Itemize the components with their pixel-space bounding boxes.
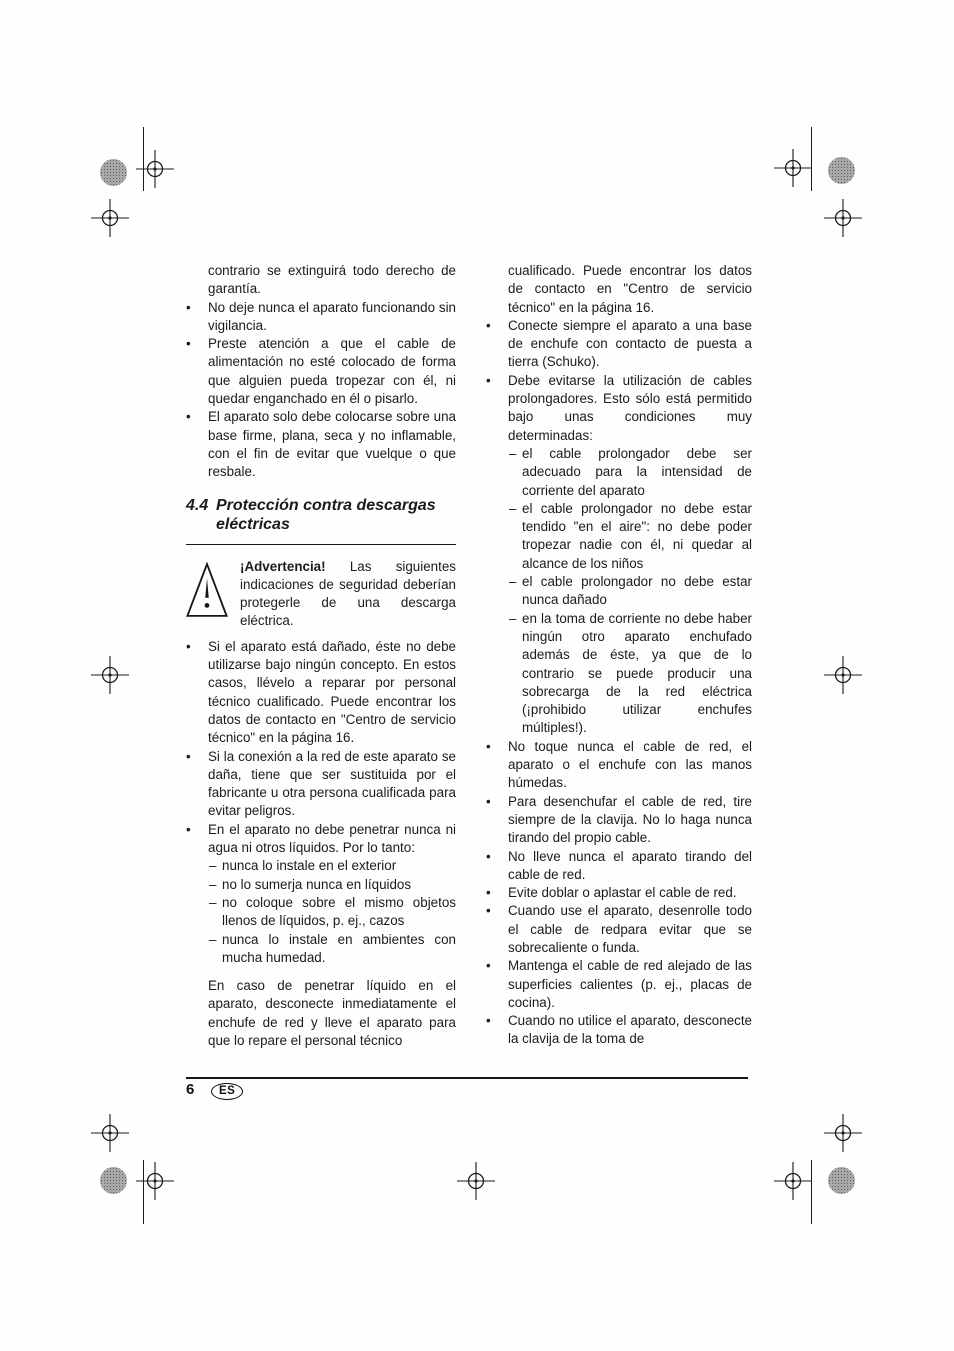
- registration-mark-icon: [824, 199, 862, 237]
- crop-line: [811, 127, 812, 191]
- bullet-text: Evite doblar o aplastar el cable de red.: [508, 885, 737, 901]
- bullet-item: [486, 372, 752, 445]
- paragraph-continuation: contrario se extinguirá todo derecho de garantía.: [208, 263, 456, 297]
- bullet-item: [486, 957, 752, 1012]
- registration-mark-icon: [824, 1114, 862, 1152]
- bullet-text: Si la conexión a la red de este aparato se daña, tiene que ser sustituida por el fabricante u otra persona cualificada para evitar peligros.: [208, 748, 456, 819]
- dash-marker: –: [209, 894, 217, 910]
- bullet-text: Preste atención a que el cable de alimentación no esté colocado de forma que alguien pueda tropezar con él, ni quedar enganchado en él o pisarlo.: [208, 336, 456, 407]
- registration-mark-icon: [91, 1114, 129, 1152]
- warning-triangle-icon: [186, 558, 230, 631]
- bullet-item: [486, 317, 752, 372]
- dash-item: [486, 573, 752, 610]
- dash-text: el cable prolongador no debe estar nunca dañado: [522, 574, 752, 608]
- section-number: 4.4: [186, 496, 209, 514]
- bullet-text: No toque nunca el cable de red, el aparato o el enchufe con las manos húmedas.: [508, 738, 752, 791]
- bullet-item: [486, 848, 752, 885]
- halftone-dot-icon: [828, 1167, 855, 1194]
- crop-line: [143, 127, 144, 191]
- crop-line: [143, 1160, 144, 1224]
- left-column: [186, 262, 456, 1050]
- bullet-marker: •: [186, 748, 191, 764]
- bullet-marker: •: [486, 372, 491, 388]
- registration-mark-icon: [774, 1162, 812, 1200]
- page-number: 6: [186, 1081, 195, 1098]
- bullet-marker: •: [486, 903, 491, 919]
- bullet-marker: •: [486, 1013, 491, 1029]
- bullet-item: [186, 748, 456, 821]
- dash-item: [486, 500, 752, 573]
- warning-label: ¡Advertencia!: [240, 558, 326, 574]
- bullet-text: Para desenchufar el cable de red, tire siempre de la clavija. No lo haga nunca tirando del propio cable.: [508, 793, 752, 846]
- bullet-text: No lleve nunca el aparato tirando del cable de red.: [508, 848, 752, 882]
- bullet-marker: •: [186, 821, 191, 837]
- bullet-item: [486, 902, 752, 957]
- registration-mark-icon: [91, 656, 129, 694]
- dash-item: [186, 894, 456, 931]
- halftone-dot-icon: [828, 157, 855, 184]
- dash-text: no lo sumerja nunca en líquidos: [222, 876, 412, 892]
- bullet-marker: •: [186, 336, 191, 352]
- bullet-marker: •: [486, 317, 491, 333]
- bullet-text: En el aparato no debe penetrar nunca ni agua ni otros líquidos. Por lo tanto:: [208, 821, 456, 856]
- dash-text: nunca lo instale en el exterior: [222, 858, 397, 874]
- crop-line: [811, 1160, 812, 1224]
- bullet-item: [486, 793, 752, 848]
- bullet-text: El aparato solo debe colocarse sobre una base firme, plana, seca y no inflamable, con el fin de evitar que vuelque o que resbale.: [208, 409, 456, 480]
- bullet-marker: •: [186, 409, 191, 425]
- dash-marker: –: [209, 876, 217, 892]
- dash-text: el cable prolongador no debe estar tendido "en el aire": no debe poder tropezar nadie con él, ni quedar al alcance de los niños: [522, 500, 752, 571]
- bullet-marker: •: [486, 885, 491, 901]
- registration-mark-icon: [136, 150, 174, 188]
- bullet-item: [486, 1012, 752, 1049]
- bullet-item: [186, 335, 456, 408]
- dash-marker: –: [509, 500, 517, 516]
- dash-marker: –: [209, 931, 217, 947]
- bullet-text: Conecte siempre el aparato a una base de enchufe con contacto de puesta a tierra (Schuko).: [508, 317, 752, 370]
- right-column: [486, 262, 752, 1049]
- bullet-text: Mantenga el cable de red alejado de las superficies calientes (p. ej., placas de cocina).: [508, 958, 752, 1010]
- dash-item: [486, 610, 752, 738]
- section-title: Protección contra descargas eléctricas: [216, 496, 436, 534]
- halftone-dot-icon: [100, 1167, 127, 1194]
- bullet-text: Cuando no utilice el aparato, desconecte la clavija de la toma de: [508, 1013, 752, 1047]
- bullet-item: [486, 884, 752, 902]
- bullet-text: No deje nunca el aparato funcionando sin vigilancia.: [208, 299, 456, 333]
- dash-text: el cable prolongador debe ser adecuado para la intensidad de corriente del aparato: [522, 445, 752, 498]
- bullet-marker: •: [486, 738, 491, 754]
- dash-text: no coloque sobre el mismo objetos llenos de líquidos, p. ej., cazos: [222, 894, 456, 929]
- warning-box: [186, 558, 456, 631]
- dash-item: [186, 857, 456, 875]
- dash-marker: –: [509, 610, 517, 626]
- bullet-item: [186, 408, 456, 481]
- bullet-marker: •: [486, 958, 491, 974]
- dash-text: nunca lo instale en ambientes con mucha humedad.: [222, 931, 456, 965]
- paragraph: En caso de penetrar líquido en el aparato, desconecte inmediatamente el enchufe de red y lleve el aparato para que lo repare el personal técnico: [208, 978, 456, 1048]
- dash-item: [486, 445, 752, 500]
- dash-marker: –: [509, 445, 517, 461]
- dash-text: en la toma de corriente no debe haber ningún otro aparato enchufado además de éste, ya que de lo contrario se puede producir una sobrecarga de la red eléctrica (¡prohibido utilizar enchufes múltiples!).: [522, 610, 752, 736]
- bullet-marker: •: [486, 848, 491, 864]
- bullet-item: [486, 738, 752, 793]
- registration-mark-icon: [457, 1162, 495, 1200]
- bullet-item: [186, 299, 456, 336]
- dash-marker: –: [509, 574, 517, 590]
- section-heading: [186, 496, 456, 545]
- bullet-item: [186, 638, 456, 748]
- bullet-item: [186, 821, 456, 858]
- registration-mark-icon: [91, 199, 129, 237]
- bullet-marker: •: [486, 793, 491, 809]
- registration-mark-icon: [774, 149, 812, 187]
- language-badge: ES: [211, 1083, 243, 1100]
- footer-rule: [186, 1077, 748, 1079]
- registration-mark-icon: [824, 656, 862, 694]
- warning-body: Las siguientes indicaciones de seguridad deberían protegerle de una descarga eléctrica.: [240, 558, 456, 629]
- halftone-dot-icon: [100, 159, 127, 186]
- bullet-text: Si el aparato está dañado, éste no debe utilizarse bajo ningún concepto. En estos casos, llévelo a reparar por personal técnico cualificado. Puede encontrar los datos de contacto en "Centro de servicio técnico" en la página 16.: [208, 638, 456, 746]
- bullet-text: Debe evitarse la utilización de cables prolongadores. Esto sólo está permitido bajo unas condiciones muy determinadas:: [508, 372, 752, 443]
- dash-item: [186, 931, 456, 968]
- registration-mark-icon: [136, 1162, 174, 1200]
- bullet-marker: •: [186, 299, 191, 315]
- bullet-text: Cuando use el aparato, desenrolle todo el cable de redpara evitar que se sobrecaliente o funda.: [508, 903, 752, 955]
- paragraph-continuation: cualificado. Puede encontrar los datos de contacto en "Centro de servicio técnico" en la página 16.: [508, 263, 752, 315]
- warning-text: [240, 558, 456, 631]
- dash-item: [186, 876, 456, 894]
- bullet-marker: •: [186, 638, 191, 654]
- dash-marker: –: [209, 858, 217, 874]
